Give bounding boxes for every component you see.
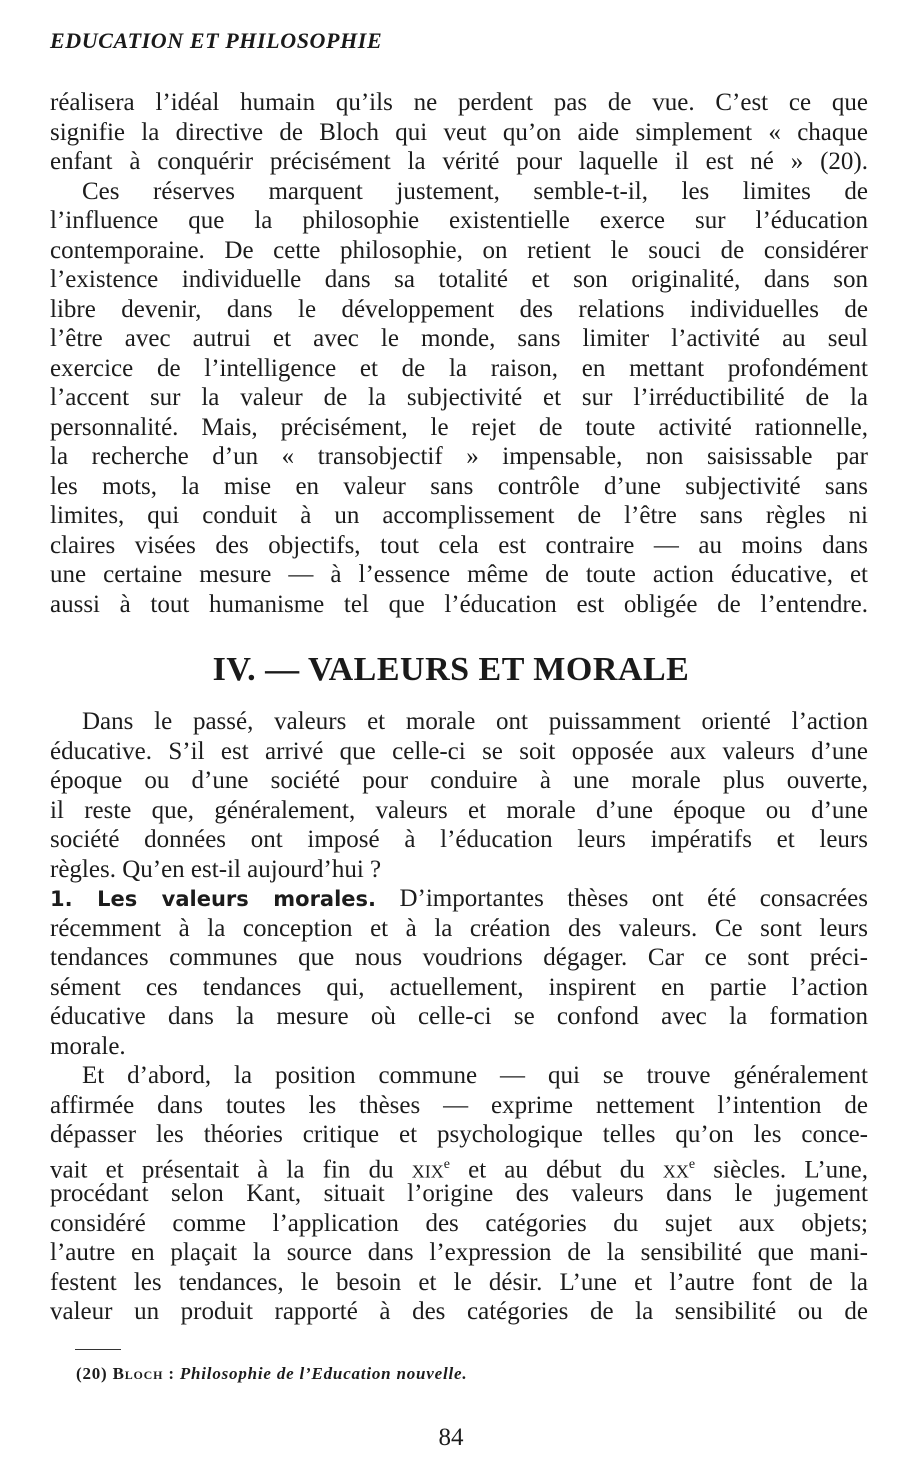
text-line: l’accent sur la valeur de la subjectivité et sur l’irréductibilité de la [50, 384, 868, 411]
text-line: l’autre en plaçait la source dans l’expression de la sensibilité que mani- [50, 1239, 868, 1266]
text-line: l’influence que la philosophie existentielle exerce sur l’éducation [50, 207, 868, 234]
text-line: société données ont imposé à l’éducation leurs impératifs et leurs [50, 826, 868, 853]
text-line: contemporaine. De cette philosophie, on retient le souci de considérer [50, 236, 868, 264]
footnote-separator: : [163, 1364, 180, 1383]
text-fragment: D’importantes thèses ont été consacrées [376, 885, 868, 912]
superscript: e [443, 1156, 450, 1172]
text-line: festent les tendances, le besoin et le désir. L’une et l’autre font de la [50, 1268, 868, 1296]
text-block-section [50, 707, 868, 1327]
section-heading: IV. — VALEURS ET MORALE [212, 651, 690, 688]
text-line: procédant selon Kant, situait l’origine des valeurs dans le jugement [50, 1180, 868, 1207]
text-line: l’existence individuelle dans sa totalité et son originalité, dans son [50, 266, 868, 293]
text-line: éducative dans la mesure où celle-ci se confond avec la formation [50, 1003, 868, 1030]
subsection-title: 1. Les valeurs morales. [50, 887, 377, 911]
text-line: exercice de l’intelligence et de la raison, en mettant profondément [50, 354, 868, 382]
text-line: une certaine mesure — à l’essence même de toute action éducative, et [50, 561, 868, 588]
footnote-rule [75, 1349, 121, 1350]
footnote [76, 1364, 467, 1384]
text-line: Et d’abord, la position commune — qui se trouve généralement [82, 1062, 868, 1089]
text-line: aussi à tout humanisme tel que l’éducation est obligée de l’entendre. [50, 590, 868, 618]
text-line: Ces réserves marquent justement, semble-t-il, les limites de [82, 177, 868, 205]
page-number: 84 [438, 1424, 464, 1451]
text-line: affirmée dans toutes les thèses — exprime nettement l’intention de [50, 1091, 868, 1119]
text-line: tendances communes que nous voudrions dégager. Car ce sont préci- [50, 944, 868, 971]
text-line: éducative. S’il est arrivé que celle-ci se soit opposée aux valeurs d’une [50, 737, 868, 765]
roman-numeral: xix [411, 1155, 444, 1183]
text-line: les mots, la mise en valeur sans contrôle d’une subjectivité sans [50, 472, 868, 500]
text-line: il reste que, généralement, valeurs et morale d’une époque ou d’une [50, 796, 868, 824]
text-line: considéré comme l’application des catégories du sujet aux objets; [50, 1209, 868, 1237]
text-line: personnalité. Mais, précisément, le rejet de toute activité rationnelle, [50, 413, 868, 441]
text-fragment: vait et présentait à la fin du [50, 1155, 412, 1183]
text-line-centuries [50, 1150, 868, 1183]
superscript: e [688, 1156, 696, 1172]
text-line: réalisera l’idéal humain qu’ils ne perdent pas de vue. C’est ce que [50, 89, 868, 116]
text-line: enfant à conquérir précisément la vérité pour laquelle il est né » (20). [50, 148, 868, 175]
text-line: règles. Qu’en est-il aujourd’hui ? [50, 855, 382, 883]
text-line: claires visées des objectifs, tout cela est contraire — au moins dans [50, 531, 868, 559]
footnote-number: (20) [76, 1364, 108, 1383]
footnote-author: Bloch [112, 1364, 164, 1383]
text-line: dépasser les théories critique et psychologique telles qu’on les conce- [50, 1121, 868, 1148]
running-head: EDUCATION ET PHILOSOPHIE [50, 28, 383, 53]
footnote-title: Philosophie de l’Education nouvelle. [179, 1364, 468, 1383]
roman-numeral: xx [662, 1155, 689, 1183]
text-line: valeur un produit rapporté à des catégories de la sensibilité ou de [50, 1298, 868, 1325]
text-line: sément ces tendances qui, actuellement, inspirent en partie l’action [50, 973, 868, 1001]
text-line: signifie la directive de Bloch qui veut qu’on aide simplement « chaque [50, 118, 868, 146]
text-line: la recherche d’un « transobjectif » impensable, non saisissable par [50, 443, 868, 470]
text-line: libre devenir, dans le développement des relations individuelles de [50, 295, 868, 323]
text-fragment: siècles. L’une, [695, 1155, 868, 1183]
text-line: l’être avec autrui et avec le monde, sans limiter l’activité au seul [50, 325, 868, 352]
subsection-first-line [50, 884, 868, 914]
text-block-top [50, 88, 868, 619]
text-fragment: et au début du [449, 1155, 663, 1183]
text-line: récemment à la conception et à la création des valeurs. Ce sont leurs [50, 914, 868, 942]
text-line: Dans le passé, valeurs et morale ont puissamment orienté l’action [82, 708, 868, 735]
text-line: époque ou d’une société pour conduire à une morale plus ouverte, [50, 767, 868, 794]
text-line: limites, qui conduit à un accomplissement de l’être sans règles ni [50, 502, 868, 529]
text-line: morale. [50, 1032, 126, 1060]
